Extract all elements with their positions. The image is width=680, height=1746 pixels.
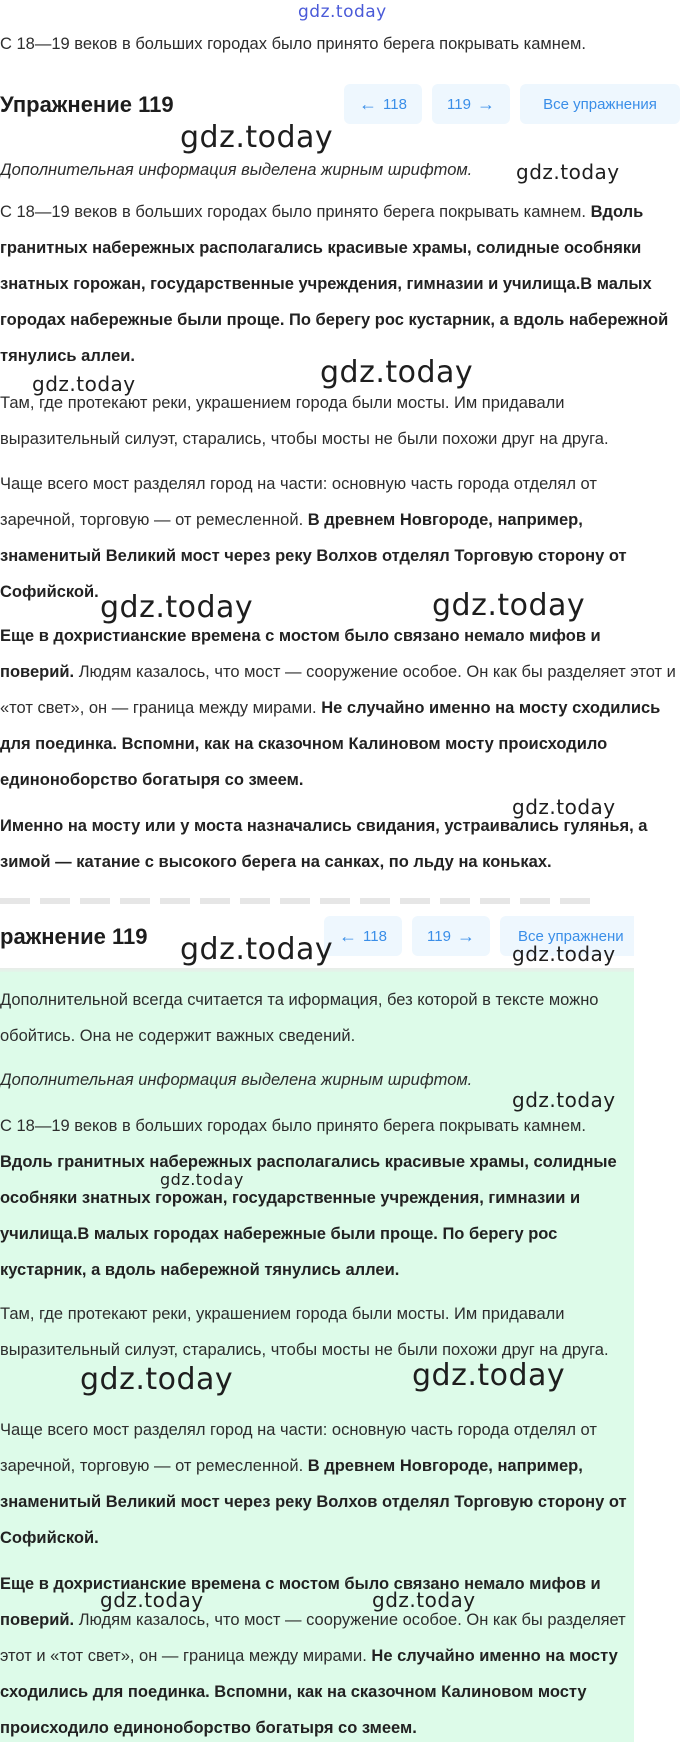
top-line: С 18—19 веков в больших городах было принято берега покрывать камнем.: [0, 35, 586, 53]
paragraph-2: Там, где протекают реки, украшением города были мосты. Им придавали выразительный силуэт, старались, чтобы мосты не были похожи друг на друга.: [0, 394, 609, 448]
watermark: gdz.today: [512, 942, 616, 966]
paragraph-1b: С 18—19 веков в больших городах было принято берега покрывать камнем. Вдоль гранитных набережных располагались красивые храмы, солидные особняки знатных горожан, государственные учреждения, гимназии и училища.В малых городах набережные были проще. По берегу рос кустарник, а вдоль набережной тянулись аллеи.: [0, 1117, 617, 1279]
paragraph-3b: Чаще всего мост разделял город на части: основную часть города отделял от заречной, торговую — от ремесленной. В древнем Новгороде, например, знаменитый Великий мост через реку Волхов отделял Торговую сторону от Софийской.: [0, 1421, 627, 1547]
paragraph-4: Еще в дохристианские времена с мостом было связано немало мифов и поверий. Людям казалось, что мост — сооружение особое. Он как бы разделяет этот и «тот свет», он — граница между мирами. Не случайно именно на мосту сходились для поединка. Вспомни, как на сказочном Калиновом мосту происходило единоноборство богатыря со змеем.: [0, 627, 676, 789]
note-text: Дополнительной всегда считается та иформация, без которой в тексте можно обойтись. Она не содержит важных сведений.: [0, 991, 599, 1045]
watermark: gdz.today: [512, 795, 616, 819]
watermark: gdz.today: [432, 588, 586, 623]
cut-off-line: [0, 898, 600, 904]
exercise-title-2: ражнение 119: [0, 924, 148, 949]
prev-exercise-label: 118: [383, 95, 407, 113]
next-exercise-label: 119: [447, 95, 471, 113]
paragraph-4b: Еще в дохристианские времена с мостом было связано немало мифов и поверий. Людям казалось, что мост — сооружение особое. Он как бы разделяет этот и «тот свет», он — граница между мирами. Не случайно именно на мосту сходились для поединка. Вспомни, как на сказочном Калиновом мосту происходило единоноборство богатыря со змеем.: [0, 1575, 626, 1737]
watermark: gdz.today: [320, 355, 474, 390]
prev-exercise-button-2[interactable]: [324, 916, 402, 956]
watermark: gdz.today: [100, 1588, 204, 1612]
watermark: gdz.today: [372, 1588, 476, 1612]
all-exercises-button[interactable]: [520, 84, 680, 124]
exercise-title: Упражнение 119: [0, 92, 174, 117]
watermark: gdz.today: [180, 120, 334, 155]
watermark: gdz.today: [80, 1362, 234, 1397]
arrow-left-icon: ←: [339, 926, 358, 946]
watermark: gdz.today: [32, 372, 136, 396]
paragraph-2b: Там, где протекают реки, украшением города были мосты. Им придавали выразительный силуэт, старались, чтобы мосты не были похожи друг на друга.: [0, 1305, 609, 1359]
watermark: gdz.today: [100, 590, 254, 625]
arrow-left-icon: ←: [359, 94, 378, 114]
intro-text: Дополнительная информация выделена жирным шрифтом.: [0, 161, 473, 179]
watermark: gdz.today: [516, 160, 620, 184]
prev-exercise-label-2: 118: [363, 927, 387, 945]
paragraph-1: С 18—19 веков в больших городах было принято берега покрывать камнем. Вдоль гранитных набережных располагались красивые храмы, солидные особняки знатных горожан, государственные учреждения, гимназии и училища.В малых городах набережные были проще. По берегу рос кустарник, а вдоль набережной тянулись аллеи.: [0, 203, 669, 365]
intro-text-2: Дополнительная информация выделена жирным шрифтом.: [0, 1071, 473, 1089]
paragraph-3: Чаще всего мост разделял город на части: основную часть города отделял от заречной, торговую — от ремесленной. В древнем Новгороде, например, знаменитый Великий мост через реку Волхов отделял Торговую сторону от Софийской.: [0, 475, 627, 601]
watermark: gdz.today: [180, 932, 334, 967]
next-exercise-button-2[interactable]: [412, 916, 490, 956]
watermark: gdz.today: [298, 2, 387, 22]
arrow-right-icon: →: [476, 94, 495, 114]
all-exercises-button-2[interactable]: [500, 916, 634, 956]
next-exercise-button[interactable]: [432, 84, 510, 124]
watermark: gdz.today: [512, 1088, 616, 1112]
all-exercises-label-2: Все упражнени: [518, 927, 624, 945]
next-exercise-label-2: 119: [427, 927, 451, 945]
watermark: gdz.today: [412, 1358, 566, 1393]
paragraph-5: Именно на мосту или у моста назначались свидания, устраивались гулянья, а зимой — катание с высокого берега на санках, по льду на коньках.: [0, 817, 648, 871]
watermark: gdz.today: [160, 1170, 244, 1189]
all-exercises-label: Все упражнения: [543, 95, 657, 113]
arrow-right-icon: →: [456, 926, 475, 946]
prev-exercise-button[interactable]: [344, 84, 422, 124]
